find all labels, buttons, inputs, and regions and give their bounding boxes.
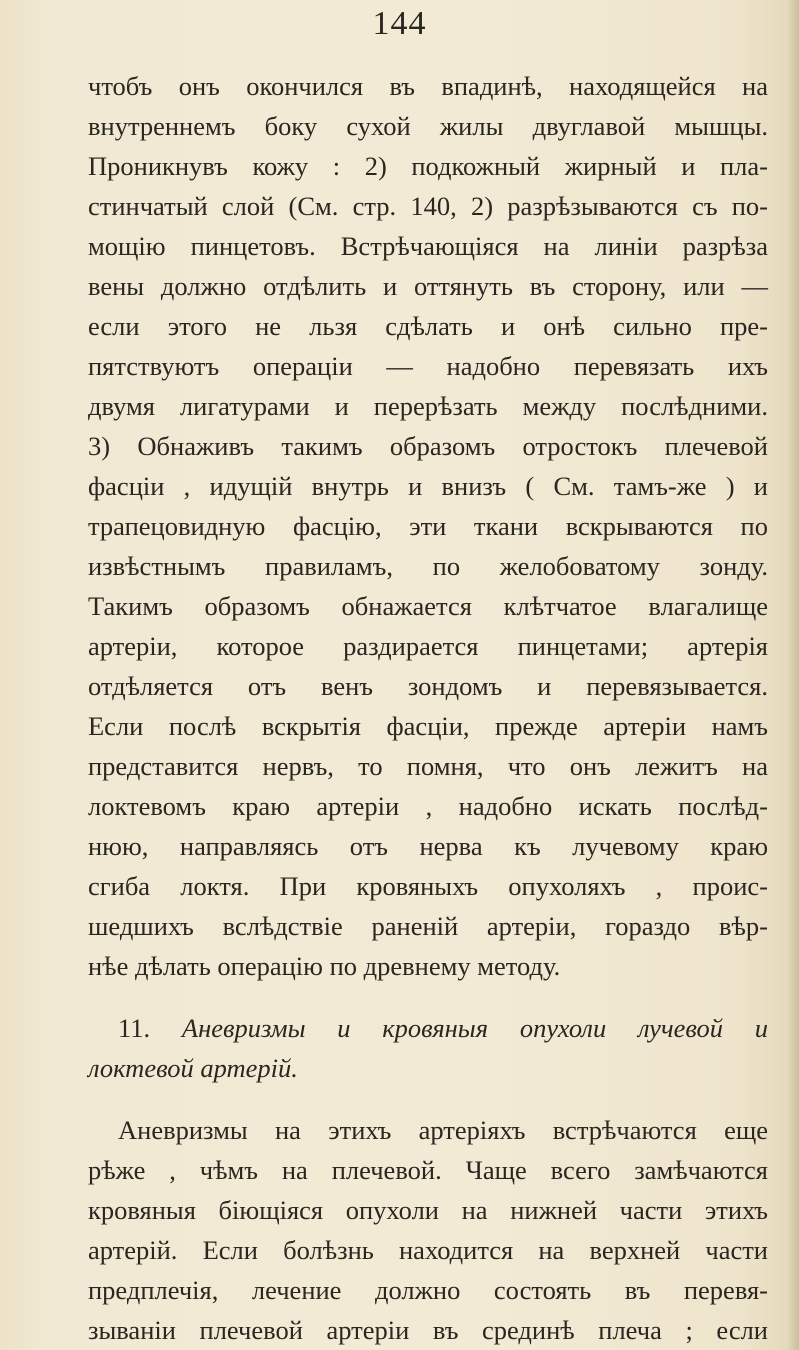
text-line: внутреннемъ боку сухой жилы двуглавой мышцы.	[88, 111, 768, 141]
text-line: отдѣляется отъ венъ зондомъ и перевязывается.	[88, 671, 768, 701]
text-line: нѣе дѣлать операцію по древнему методу.	[88, 951, 561, 981]
text-line: Если послѣ вскрытія фасціи, прежде артеріи намъ	[88, 711, 768, 741]
text-line: чтобъ онъ окончился въ впадинѣ, находящейся на	[88, 71, 768, 101]
section-heading	[88, 1008, 768, 1048]
text-line: Аневризмы на этихъ артеріяхъ встрѣчаются еще	[118, 1115, 768, 1145]
text-line: вены должно отдѣлить и оттянуть въ сторону, или —	[88, 271, 768, 301]
body-text	[88, 66, 768, 1350]
text-line: представится нервъ, то помня, что онъ лежитъ на	[88, 751, 768, 781]
text-line: 3) Обнаживъ такимъ образомъ отростокъ плечевой	[88, 431, 768, 461]
text-line: зываніи плечевой артеріи въ срединѣ плеча ; если	[88, 1315, 768, 1345]
text-line: мощію пинцетовъ. Встрѣчающіяся на линіи разрѣза	[88, 231, 768, 261]
text-line: трапецовидную фасцію, эти ткани вскрываются по	[88, 511, 768, 541]
text-line: если этого не льзя сдѣлать и онѣ сильно пре-	[88, 311, 768, 341]
page-number: 144	[372, 5, 427, 42]
text-line: стинчатый слой (См. стр. 140, 2) разрѣзываются съ по-	[88, 191, 768, 221]
section-title-line1: Аневризмы и кровяныя опухоли лучевой и	[181, 1013, 768, 1043]
text-line: двумя лигатурами и перерѣзать между послѣдними.	[88, 391, 768, 421]
page-edge-shadow	[787, 0, 799, 1350]
text-line: нюю, направляясь отъ нерва къ лучевому краю	[88, 831, 768, 861]
text-line: артеріи, которое раздирается пинцетами; артерія	[88, 631, 768, 661]
text-line: Такимъ образомъ обнажается клѣтчатое влагалище	[88, 591, 768, 621]
paragraph-gap	[88, 1088, 768, 1110]
text-line: пятствуютъ операціи — надобно перевязать ихъ	[88, 351, 768, 381]
section-number: 11.	[118, 1013, 151, 1043]
section-title-line2: локтевой артерій.	[88, 1053, 298, 1083]
text-line: предплечія, лечение должно состоять въ перевя-	[88, 1275, 768, 1305]
text-line: шедшихъ вслѣдствіе раненій артеріи, гораздо вѣр-	[88, 911, 768, 941]
text-line: рѣже , чѣмъ на плечевой. Чаще всего замѣчаются	[88, 1155, 768, 1185]
text-line: извѣстнымъ правиламъ, по желобоватому зонду.	[88, 551, 768, 581]
paragraph-gap	[88, 986, 768, 1008]
text-line: локтевомъ краю артеріи , надобно искать послѣд-	[88, 791, 768, 821]
text-line: артерій. Если болѣзнь находится на верхней части	[88, 1235, 768, 1265]
text-line: фасціи , идущій внутрь и внизъ ( См. тамъ-же ) и	[88, 471, 768, 501]
text-line: сгиба локтя. При кровяныхъ опухоляхъ , проис-	[88, 871, 768, 901]
text-line: Проникнувъ кожу : 2) подкожный жирный и пла-	[88, 151, 768, 181]
text-line: кровяныя біющіяся опухоли на нижней части этихъ	[88, 1195, 768, 1225]
